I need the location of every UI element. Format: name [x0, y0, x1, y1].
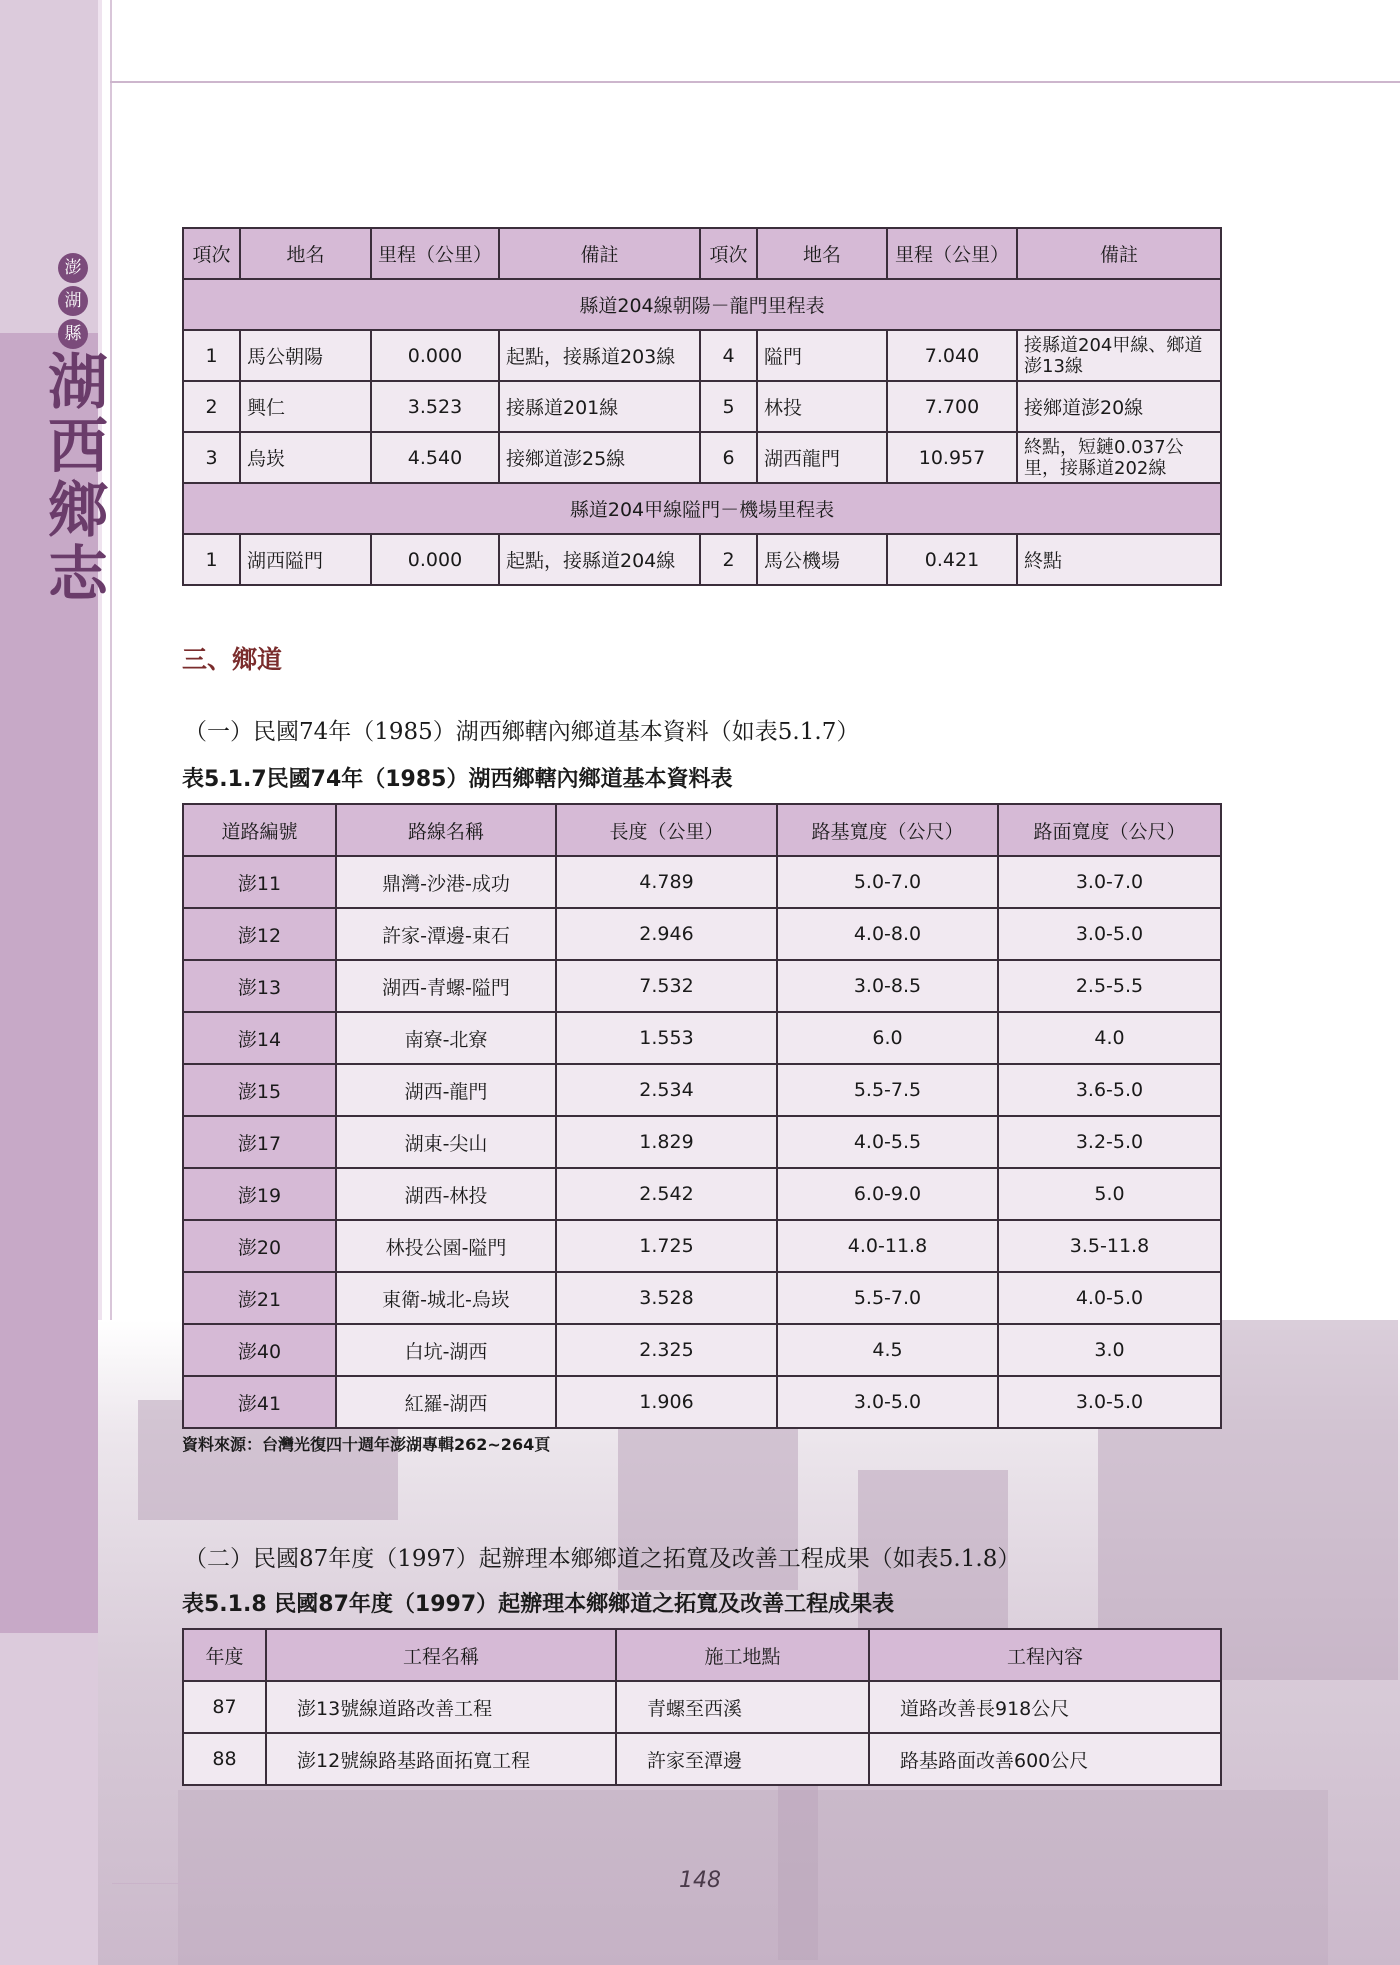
table-cell: 終點 — [1017, 534, 1221, 585]
table-cell: 3.0-5.0 — [998, 1376, 1221, 1428]
table-cell: 澎21 — [183, 1272, 336, 1324]
table-cell: 許家-潭邊-東石 — [336, 908, 556, 960]
header-rule — [110, 81, 1400, 83]
table-row — [183, 534, 1221, 585]
table-cell: 隘門 — [757, 330, 887, 381]
table-cell: 5.0 — [998, 1168, 1221, 1220]
table-cell: 澎19 — [183, 1168, 336, 1220]
header-cell: 備註 — [1017, 228, 1221, 279]
table-cell: 湖東-尖山 — [336, 1116, 556, 1168]
table-row — [183, 1733, 1221, 1785]
header-cell: 里程（公里） — [371, 228, 499, 279]
table-cell: 澎12號線路基路面拓寬工程 — [266, 1733, 616, 1785]
header-cell: 年度 — [183, 1629, 266, 1681]
table-cell: 南寮-北寮 — [336, 1012, 556, 1064]
table-header-row — [183, 228, 1221, 279]
table-cell: 3.6-5.0 — [998, 1064, 1221, 1116]
table-cell: 4.540 — [371, 432, 499, 483]
table-cell: 2 — [183, 381, 240, 432]
table-cell: 3.523 — [371, 381, 499, 432]
table-header-row — [183, 804, 1221, 856]
table-cell: 澎11 — [183, 856, 336, 908]
table-cell: 湖西-青螺-隘門 — [336, 960, 556, 1012]
table-section-row — [183, 483, 1221, 534]
section-heading: 三、鄉道 — [182, 645, 283, 674]
table-cell: 2 — [700, 534, 757, 585]
table-cell: 起點，接縣道204線 — [499, 534, 700, 585]
table-cell: 澎41 — [183, 1376, 336, 1428]
table-cell: 2.325 — [556, 1324, 777, 1376]
table-cell: 湖西-龍門 — [336, 1064, 556, 1116]
table-cell: 4.5 — [777, 1324, 998, 1376]
improvement-projects-table — [182, 1628, 1222, 1786]
table-cell: 澎14 — [183, 1012, 336, 1064]
table-cell: 4.789 — [556, 856, 777, 908]
table-cell: 3.0-5.0 — [998, 908, 1221, 960]
table-cell: 接鄉道澎20線 — [1017, 381, 1221, 432]
table-cell: 湖西隘門 — [240, 534, 371, 585]
table-cell: 接縣道201線 — [499, 381, 700, 432]
table-cell: 3.0-7.0 — [998, 856, 1221, 908]
header-cell: 地名 — [757, 228, 887, 279]
table-row — [183, 1324, 1221, 1376]
table-row — [183, 1220, 1221, 1272]
table-cell: 澎12 — [183, 908, 336, 960]
table-cell: 88 — [183, 1733, 266, 1785]
table-cell: 5.0-7.0 — [777, 856, 998, 908]
table-row — [183, 330, 1221, 381]
table-row — [183, 1376, 1221, 1428]
table-cell: 5.5-7.5 — [777, 1064, 998, 1116]
table-cell: 澎15 — [183, 1064, 336, 1116]
table-cell: 路基路面改善600公尺 — [869, 1733, 1221, 1785]
table-row — [183, 908, 1221, 960]
seal-char: 縣 — [58, 319, 88, 349]
table-row — [183, 1272, 1221, 1324]
table-cell: 1 — [183, 330, 240, 381]
header-cell: 長度（公里） — [556, 804, 777, 856]
table-cell: 澎13號線道路改善工程 — [266, 1681, 616, 1733]
seal-char: 湖 — [58, 286, 88, 316]
township-road-table — [182, 803, 1222, 1429]
table-cell: 1.829 — [556, 1116, 777, 1168]
table-cell: 4.0-5.5 — [777, 1116, 998, 1168]
table-row — [183, 432, 1221, 483]
sub-heading: （一）民國74年（1985）湖西鄉轄內鄉道基本資料（如表5.1.7） — [184, 719, 860, 745]
table-cell: 澎13 — [183, 960, 336, 1012]
table-cell: 2.946 — [556, 908, 777, 960]
header-cell: 道路編號 — [183, 804, 336, 856]
table-cell: 馬公機場 — [757, 534, 887, 585]
table-cell: 3.5-11.8 — [998, 1220, 1221, 1272]
table-cell: 4.0-5.0 — [998, 1272, 1221, 1324]
table-cell: 3.0 — [998, 1324, 1221, 1376]
table-cell: 1.553 — [556, 1012, 777, 1064]
book-title: 湖西鄉志 — [38, 350, 108, 606]
table-row — [183, 1168, 1221, 1220]
sub-heading: （二）民國87年度（1997）起辦理本鄉鄉道之拓寬及改善工程成果（如表5.1.8） — [184, 1546, 1021, 1572]
table-body — [183, 856, 1221, 1428]
table-cell: 興仁 — [240, 381, 371, 432]
table-caption: 表5.1.7民國74年（1985）湖西鄉轄內鄉道基本資料表 — [182, 767, 733, 792]
table-cell: 林投 — [757, 381, 887, 432]
table-header-row — [183, 1629, 1221, 1681]
table-cell: 道路改善長918公尺 — [869, 1681, 1221, 1733]
table-cell: 青螺至西溪 — [616, 1681, 869, 1733]
table-cell: 終點，短鏈0.037公里，接縣道202線 — [1017, 432, 1221, 483]
table-cell: 10.957 — [887, 432, 1017, 483]
table-cell: 4 — [700, 330, 757, 381]
section-title: 縣道204甲線隘門－機場里程表 — [183, 483, 1221, 534]
table-cell: 2.534 — [556, 1064, 777, 1116]
table-cell: 7.532 — [556, 960, 777, 1012]
table-cell: 紅羅-湖西 — [336, 1376, 556, 1428]
table-cell: 湖西-林投 — [336, 1168, 556, 1220]
table-row — [183, 1116, 1221, 1168]
header-cell: 施工地點 — [616, 1629, 869, 1681]
table-cell: 5.5-7.0 — [777, 1272, 998, 1324]
table-cell: 0.421 — [887, 534, 1017, 585]
table-cell: 3 — [183, 432, 240, 483]
header-cell: 備註 — [499, 228, 700, 279]
table-cell: 1.906 — [556, 1376, 777, 1428]
table-cell: 1.725 — [556, 1220, 777, 1272]
table-cell: 澎17 — [183, 1116, 336, 1168]
page-number: 148 — [679, 1868, 721, 1893]
table-cell: 湖西龍門 — [757, 432, 887, 483]
header-cell: 地名 — [240, 228, 371, 279]
table-cell: 接鄉道澎25線 — [499, 432, 700, 483]
table-cell: 87 — [183, 1681, 266, 1733]
table-cell: 烏崁 — [240, 432, 371, 483]
table-cell: 2.542 — [556, 1168, 777, 1220]
table-row — [183, 1681, 1221, 1733]
header-cell: 路線名稱 — [336, 804, 556, 856]
table-cell: 0.000 — [371, 534, 499, 585]
table-cell: 白坑-湖西 — [336, 1324, 556, 1376]
table-cell: 6.0-9.0 — [777, 1168, 998, 1220]
table-cell: 7.700 — [887, 381, 1017, 432]
table-cell: 林投公園-隘門 — [336, 1220, 556, 1272]
table-cell: 7.040 — [887, 330, 1017, 381]
table-cell: 4.0 — [998, 1012, 1221, 1064]
table-cell: 6.0 — [777, 1012, 998, 1064]
table-cell: 4.0-8.0 — [777, 908, 998, 960]
header-cell: 路基寬度（公尺） — [777, 804, 998, 856]
table-cell: 3.528 — [556, 1272, 777, 1324]
table-cell: 起點，接縣道203線 — [499, 330, 700, 381]
table-cell: 1 — [183, 534, 240, 585]
table-row — [183, 960, 1221, 1012]
header-cell: 項次 — [700, 228, 757, 279]
table-cell: 5 — [700, 381, 757, 432]
table-section-row — [183, 279, 1221, 330]
header-cell: 工程內容 — [869, 1629, 1221, 1681]
table-cell: 4.0-11.8 — [777, 1220, 998, 1272]
header-cell: 里程（公里） — [887, 228, 1017, 279]
table-row — [183, 1064, 1221, 1116]
table-cell: 0.000 — [371, 330, 499, 381]
table-cell: 馬公朝陽 — [240, 330, 371, 381]
table-cell: 東衛-城北-烏崁 — [336, 1272, 556, 1324]
table-cell: 3.2-5.0 — [998, 1116, 1221, 1168]
table-cell: 澎20 — [183, 1220, 336, 1272]
source-note: 資料來源：台灣光復四十週年澎湖專輯262~264頁 — [182, 1435, 551, 1454]
section-title: 縣道204線朝陽－龍門里程表 — [183, 279, 1221, 330]
header-cell: 項次 — [183, 228, 240, 279]
table-row — [183, 381, 1221, 432]
table-cell: 許家至潭邊 — [616, 1733, 869, 1785]
table-caption: 表5.1.8 民國87年度（1997）起辦理本鄉鄉道之拓寬及改善工程成果表 — [182, 1592, 895, 1617]
county-road-mileage-table — [182, 227, 1222, 586]
table-cell: 鼎灣-沙港-成功 — [336, 856, 556, 908]
table-cell: 澎40 — [183, 1324, 336, 1376]
table-cell: 2.5-5.5 — [998, 960, 1221, 1012]
table-cell: 3.0-5.0 — [777, 1376, 998, 1428]
seal-char: 澎 — [58, 253, 88, 283]
table-cell: 6 — [700, 432, 757, 483]
county-seal — [57, 253, 89, 352]
header-cell: 路面寬度（公尺） — [998, 804, 1221, 856]
header-cell: 工程名稱 — [266, 1629, 616, 1681]
table-cell: 接縣道204甲線、鄉道澎13線 — [1017, 330, 1221, 381]
table-row — [183, 856, 1221, 908]
table-cell: 3.0-8.5 — [777, 960, 998, 1012]
table-row — [183, 1012, 1221, 1064]
